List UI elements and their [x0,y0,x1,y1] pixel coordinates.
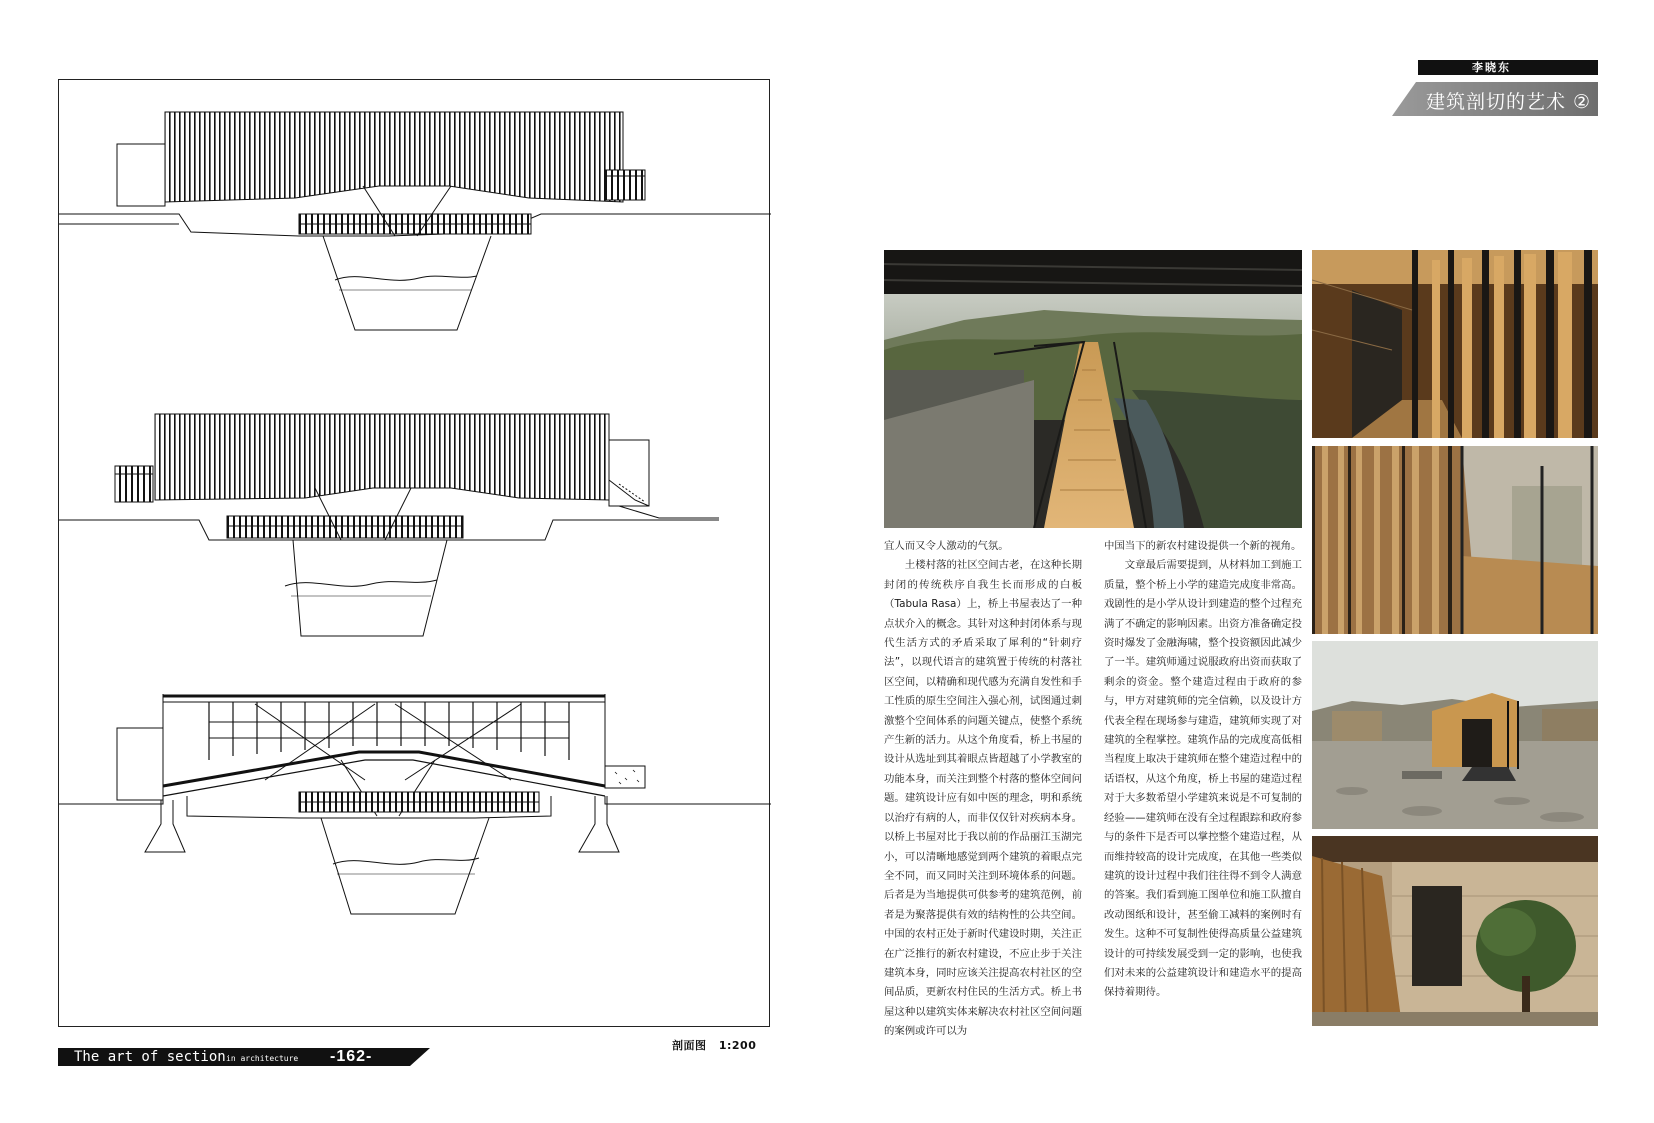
author-label: 李晓东 [1418,60,1598,75]
section-drawing-sheet [58,79,770,1027]
article-title: 建筑剖切的艺术 ② [1426,91,1592,113]
drawing-caption-label: 剖面图 [672,1039,707,1052]
drawing-scale: 1:200 [718,1039,757,1052]
article-title-band [1392,82,1598,116]
article-paragraph: 宜人而又令人激动的气氛。 [884,540,1009,552]
section-elevation-2 [59,414,719,636]
photo-corridor-interior [1312,250,1598,438]
article-column-2 [1104,537,1302,1003]
section-cut-3 [59,694,771,914]
article-paragraph: 中国当下的新农村建设提供一个新的视角。 [1104,540,1302,552]
photo-timber-wall-tree [1312,836,1598,1026]
section-elevation-1 [59,112,771,330]
section-drawings-svg [59,80,771,1028]
footer-series-subtitle: in architecture [226,1054,299,1063]
page-number: -162- [330,1048,373,1065]
footer-bar [58,1048,430,1066]
drawing-caption [672,1037,756,1053]
article-paragraph: 土楼村落的社区空间古老，在这种长期封闭的传统秩序自我生长而形成的白板（Tabula Rasa）上，桥上书屋表达了一种点状介入的概念。其针对这种封闭体系与现代生活方式的矛盾采取了犀利的“针刺疗法”，以现代语言的建筑置于传统的村落社区空间，以精确和现代感为充满自发性和手工性质的原生空间注入强心剂，试图通过刺激整个空间体系的问题关键点，使整个系统产生新的活力。从这个角度看，桥上书屋的设计从选址到其着眼点皆超越了小学教室的功能本身，而关注到整个村落的整体空间问题。建筑设计应有如中医的理念，明和系统以治疗有病的人，而非仅仅针对疾病本身。以桥上书屋对比于我以前的作品丽江玉湖完小，可以清晰地感觉到两个建筑的着眼点完全不同，而又同时关注到环境体系的问题。后者是为当地提供可供参考的建筑范例，前者是为聚落提供有效的结构性的公共空间。中国的农村正处于新时代建设时期，关注正在广泛推行的新农村建设，不应止步于关注建筑本身，同时应该关注提高农村社区的空间品质，更新农村住民的生活方式。桥上书屋这种以建筑实体来解决农村社区空间问题的案例或许可以为 [884,559,1082,1038]
photo-bridge-walkway [884,250,1302,528]
photo-bamboo-screen [1312,446,1598,634]
article-paragraph: 文章最后需要提到，从材料加工到施工质量，整个桥上小学的建造完成度非常高。戏剧性的是小学从设计到建造的整个过程充满了不确定的影响因素。出资方准备确定投资时爆发了金融海啸，整个投资额因此减少了一半。建筑师通过说服政府出资而获取了剩余的资金。整个建造过程由于政府的参与，甲方对建筑师的完全信赖，以及设计方代表全程在现场参与建造，建筑师实现了对建筑的全程掌控。建筑作品的完成度高低相当程度上取决于建筑师在整个建造过程中的话语权，从这个角度，桥上书屋的建造过程对于大多数希望小学建筑来说是不可复制的经验——建筑师在没有全过程跟踪和政府参与的条件下是否可以掌控整个建造过程，从而维持较高的设计完成度，在其他一些类似建筑的设计过程中我们往往得不到令人满意的答案。我们看到施工图单位和施工队擅自改动图纸和设计，甚至偷工减料的案例时有发生。这种不可复制性使得高质量公益建筑设计的可持续发展受到一定的影响，也使我们对未来的公益建筑设计和建造水平的提高保持着期待。 [1104,559,1302,999]
footer-series-title: The art of section [74,1049,226,1065]
article-column-1 [884,537,1082,1042]
photo-exterior-tulou [1312,641,1598,829]
